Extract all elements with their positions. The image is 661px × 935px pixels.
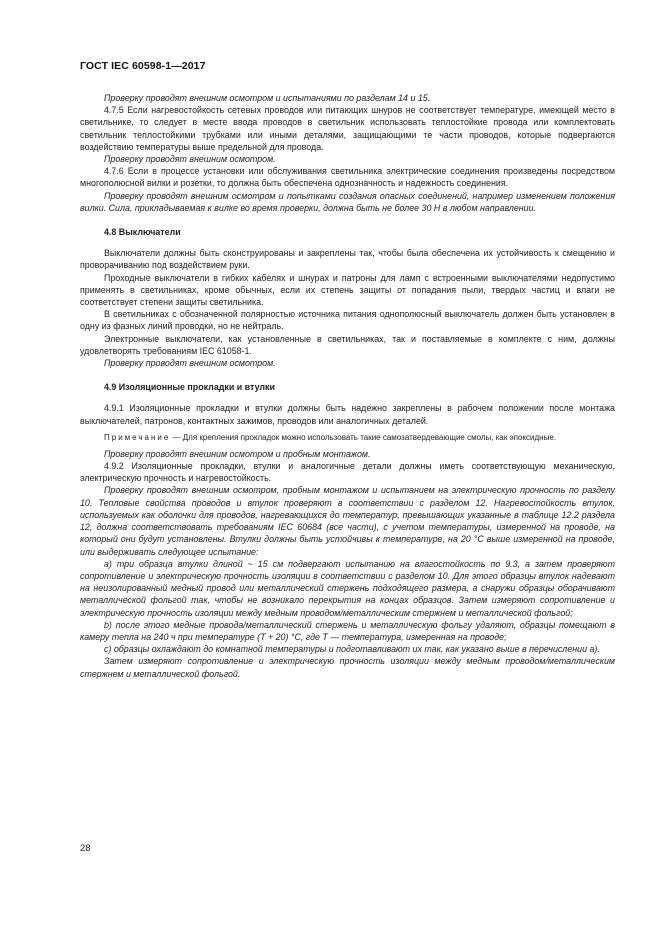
clause-4-9-1: 4.9.1 Изоляционные прокладки и втулки должны быть надежно закреплены в рабочем положении после монтажа выключателей, патронов, контактных зажимов, проводов или аналогичных деталей. bbox=[80, 403, 615, 426]
section-heading-4-9: 4.9 Изоляционные прокладки и втулки bbox=[104, 382, 275, 393]
clause-4-9-2: 4.9.2 Изоляционные прокладки, втулки и аналогичные детали должны иметь соответствующую механическую, электрическую прочность и нагревостойкость. bbox=[80, 461, 615, 484]
paragraph: Затем измеряют сопротивление и электрическую прочность изоляции между медным проводом/металлическим стержнем и металлической фольгой. bbox=[80, 656, 615, 679]
paragraph: Проверку проводят внешним осмотром. bbox=[104, 154, 276, 165]
paragraph: Электронные выключатели, как установленные в светильниках, так и поставляемые в комплекте с ним, должны удовлетворять требованиям IEC 61058-1. bbox=[80, 333, 615, 356]
paragraph: Проверку проводят внешним осмотром и попытками создания опасных соединений, например изменением положения вилки. Сила, прикладываемая к вилке во время проверки, должна быть не более 30 Н в любом направлении. bbox=[80, 190, 615, 213]
note bbox=[80, 432, 615, 443]
paragraph: Проверку проводят внешним осмотром и испытаниями по разделам 14 и 15. bbox=[104, 93, 431, 103]
paragraph: Проверку проводят внешним осмотром, пробным монтажом и испытанием на электрическую прочность по разделу 10. Тепловые свойства проводов и втулок проверяют в соответствии с разделом 12. Нагревостойкость втулок, используемых как оболочки для проводов, нагревающихся до температур, превышающих указанные в таблице 12.2 раздела 12, должна соответствовать требованиям IEC 60684 (все части), с учетом температуры, измеренной на проводе, на который они будут установлены. Втулки должны быть устойчивы к температуре, на 20 °С выше измеренной на проводе, или выдерживать следующее испытание: bbox=[80, 485, 615, 557]
paragraph: Проходные выключатели в гибких кабелях и шнурах и патроны для ламп с встроенными выключателями недопустимо применять в светильниках, кроме обычных, если их степень защиты от попадания пыли, твердых частиц и влаги не соответствует степени защиты светильника. bbox=[80, 272, 615, 308]
section-heading-4-8: 4.8 Выключатели bbox=[104, 227, 181, 238]
paragraph: Проверку проводят внешним осмотром и пробным монтажом. bbox=[104, 448, 371, 459]
document-header: ГОСТ IEC 60598-1—2017 bbox=[80, 60, 206, 72]
page-number: 28 bbox=[80, 843, 91, 854]
paragraph: Выключатели должны быть сконструированы и закреплены так, чтобы была обеспечена их устойчивость к смещению и проворачиванию под воздействием руки. bbox=[80, 248, 615, 271]
list-item-a: a) три образца втулки длиной ~ 15 см подвергают испытанию на влагостойкость по 9.3, а затем проверяют сопротивление и электрическую прочность изоляции в соответствии с разделом 10. Для этого образцы втулок надевают на неизолированный медный провод или металлический стержень подходящего размера, а снаружи образцы оборачивают металлической фольгой так, чтобы не возникало перекрытия на концах образцов. Затем измеряют сопротивление и электрическую прочность изоляции между медным проводом/металлическим стержнем и металлической фольгой; bbox=[80, 558, 615, 618]
note-text: — Для крепления прокладок можно использовать такие самозатвердевающие смолы, как эпоксидные. bbox=[170, 432, 557, 442]
paragraph: В светильниках с обозначенной полярностью источника питания однополюсный выключатель должен быть установлен в одну из фазных линий проводки, но не нейтраль. bbox=[80, 309, 615, 332]
list-item-b: b) после этого медные провода/металлический стержень и металлическую фольгу удаляют, образцы помещают в камеру тепла на 240 ч при температуре (T + 20) °C, где T — температура, измеренная на проводе; bbox=[80, 619, 615, 642]
paragraph: Проверку проводят внешним осмотром. bbox=[104, 358, 276, 369]
note-label: Примечание bbox=[104, 432, 171, 442]
document-body bbox=[80, 92, 615, 680]
clause-4-7-5: 4.7.5 Если нагревостойкость сетевых проводов или питающих шнуров не соответствует температуре, имеющей место в светильнике, то следует в месте ввода проводов в светильник использовать теплостойкие провода или комплектовать светильник теплостойкими трубками или иными деталями, защищающими те части проводов, которые подвергаются воздействию температуры выше предельной для провода. bbox=[80, 105, 615, 152]
list-item-c: c) образцы охлаждают до комнатной температуры и подготавливают их так, как указано выше в перечислении a). bbox=[104, 644, 600, 655]
clause-4-7-6: 4.7.6 Если в процессе установки или обслуживания светильника электрические соединения произведены посредством многополюсной вилки и розетки, то должна быть обеспечена однозначность и надежность соединения. bbox=[80, 166, 615, 189]
